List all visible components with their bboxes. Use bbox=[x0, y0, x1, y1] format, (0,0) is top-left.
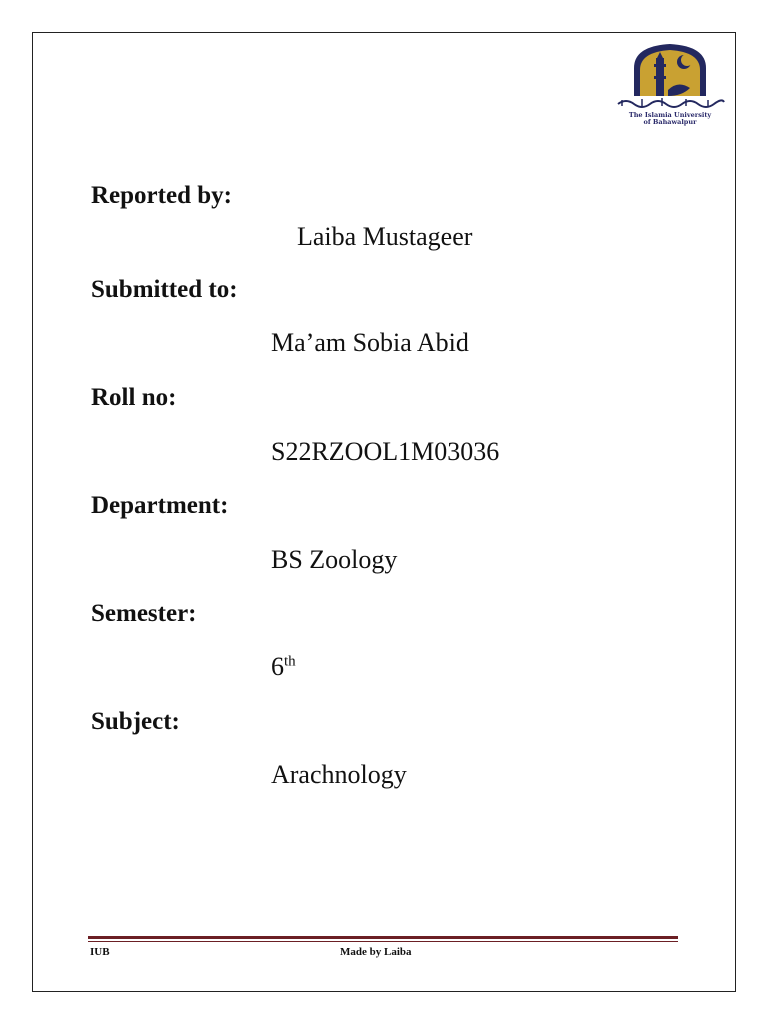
footer-center-text: Made by Laiba bbox=[340, 946, 412, 958]
value-submitted-to: Ma’am Sobia Abid bbox=[271, 328, 469, 357]
value-subject: Arachnology bbox=[271, 760, 407, 789]
logo-text-line2: of Bahawalpur bbox=[643, 118, 697, 126]
value-roll-no: S22RZOOL1M03036 bbox=[271, 437, 500, 466]
semester-suffix: th bbox=[284, 653, 296, 670]
value-reported-by: Laiba Mustageer bbox=[297, 222, 473, 251]
semester-number: 6 bbox=[271, 652, 284, 681]
label-reported-by: Reported by: bbox=[91, 182, 232, 209]
footer-rule-thick bbox=[88, 936, 678, 939]
footer-rule-thin bbox=[88, 941, 678, 942]
label-submitted-to: Submitted to: bbox=[91, 276, 238, 303]
logo-text-line1: The Islamia University bbox=[628, 111, 712, 119]
label-semester: Semester: bbox=[91, 600, 197, 627]
university-logo bbox=[612, 40, 728, 132]
footer-left-text: IUB bbox=[90, 946, 110, 958]
crest-icon bbox=[612, 40, 728, 110]
label-department: Department: bbox=[91, 492, 229, 519]
label-roll-no: Roll no: bbox=[91, 384, 177, 411]
value-department: BS Zoology bbox=[271, 545, 398, 574]
value-semester bbox=[271, 652, 296, 682]
label-subject: Subject: bbox=[91, 708, 180, 735]
